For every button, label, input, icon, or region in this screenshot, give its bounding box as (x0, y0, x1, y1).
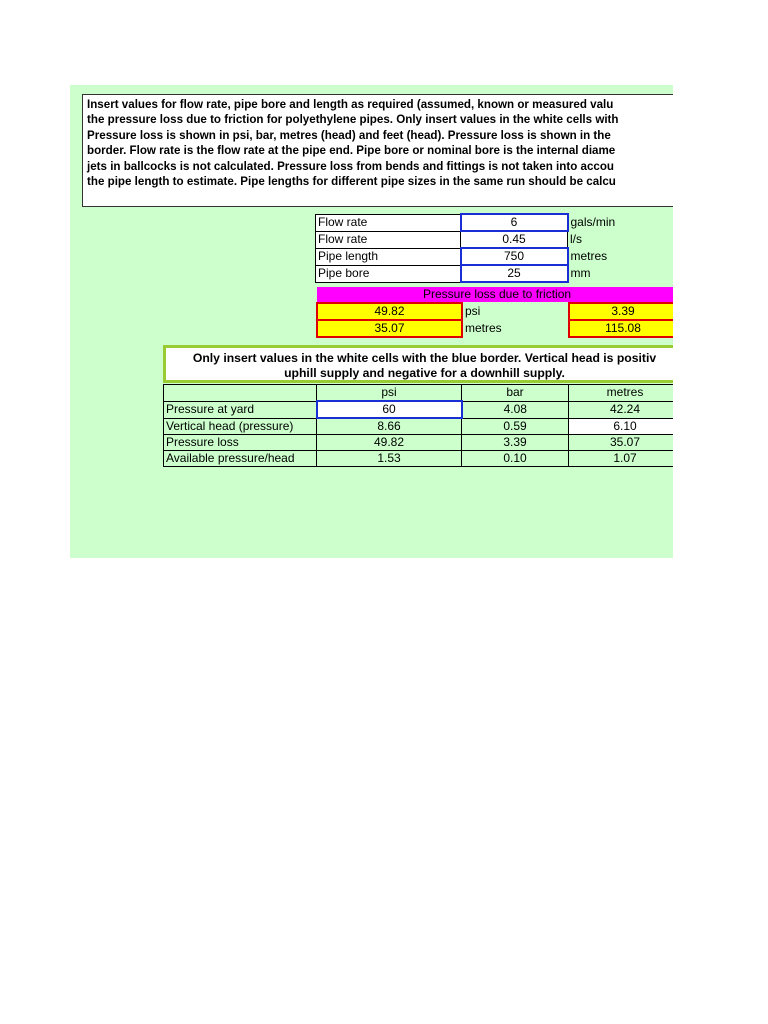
instructions-box (82, 94, 673, 207)
table-cell: 1.07 (569, 451, 674, 467)
vertical-head-metres-input[interactable]: 6.10 (569, 418, 674, 435)
instruction-note (163, 345, 673, 383)
table-cell: 4.08 (462, 401, 569, 418)
loss-feet-value: 115.08 (569, 320, 673, 337)
input-unit: metres (570, 249, 608, 263)
table-cell: 1.53 (317, 451, 462, 467)
loss-unit: metres (465, 321, 502, 335)
pressure-table (163, 384, 673, 467)
loss-unit: psi (465, 304, 481, 318)
pipe-bore-input[interactable]: 25 (461, 265, 568, 282)
table-row (164, 435, 674, 451)
table-row (317, 303, 673, 320)
pressure-loss-header: Pressure loss due to friction (317, 287, 673, 303)
table-row (164, 401, 674, 418)
table-row (317, 320, 673, 337)
input-label: Flow rate (316, 214, 461, 231)
table-cell: 35.07 (569, 435, 674, 451)
inputs-table (315, 213, 673, 283)
column-header: bar (462, 385, 569, 402)
table-row (316, 265, 674, 282)
note-line: Only insert values in the white cells with the blue border. Vertical head is positiv (192, 351, 657, 365)
pipe-length-input[interactable]: 750 (461, 248, 568, 265)
input-unit: mm (570, 266, 591, 280)
input-label: Flow rate (316, 231, 461, 248)
note-line: uphill supply and negative for a downhill supply. (284, 366, 565, 380)
table-row (316, 231, 674, 248)
pressure-at-yard-input[interactable]: 60 (317, 401, 462, 418)
table-row (164, 451, 674, 467)
instructions-line: jets in ballcocks is not calculated. Pressure loss from bends and fittings is not taken into accou (87, 159, 615, 173)
input-unit: gals/min (570, 215, 616, 229)
table-cell: 0.10 (462, 451, 569, 467)
row-label: Vertical head (pressure) (164, 418, 317, 435)
pressure-loss-results (316, 287, 673, 338)
row-label: Pressure loss (164, 435, 317, 451)
loss-psi-value: 49.82 (317, 303, 462, 320)
column-header: metres (569, 385, 674, 402)
input-label: Pipe bore (316, 265, 461, 282)
table-cell: 49.82 (317, 435, 462, 451)
table-cell: 0.59 (462, 418, 569, 435)
instructions-line: border. Flow rate is the flow rate at the pipe end. Pipe bore or nominal bore is the internal diame (87, 144, 616, 158)
table-cell: 42.24 (569, 401, 674, 418)
table-cell: 8.66 (317, 418, 462, 435)
table-row (164, 418, 674, 435)
loss-metres-value: 35.07 (317, 320, 462, 337)
spreadsheet-area (70, 85, 673, 558)
input-unit: l/s (570, 232, 582, 246)
empty-header-cell (164, 385, 317, 402)
column-header: psi (317, 385, 462, 402)
instructions-line: Insert values for flow rate, pipe bore and length as required (assumed, known or measured valu (87, 98, 614, 111)
table-header-row (164, 385, 674, 402)
instructions-line: Pressure loss is shown in psi, bar, metres (head) and feet (head). Pressure loss is shown in the (87, 128, 611, 142)
table-cell: 3.39 (462, 435, 569, 451)
table-row (316, 214, 674, 231)
flow-rate-ls-value: 0.45 (461, 231, 568, 248)
flow-rate-gpm-input[interactable]: 6 (461, 214, 568, 231)
row-label: Available pressure/head (164, 451, 317, 467)
instructions-line: the pipe length to estimate. Pipe lengths for different pipe sizes in the same run should be calcu (87, 175, 616, 189)
instructions-line: the pressure loss due to friction for polyethylene pipes. Only insert values in the white cells with (87, 113, 619, 127)
table-row (317, 287, 673, 303)
input-label: Pipe length (316, 248, 461, 265)
table-row (316, 248, 674, 265)
loss-bar-value: 3.39 (569, 303, 673, 320)
row-label: Pressure at yard (164, 401, 317, 418)
